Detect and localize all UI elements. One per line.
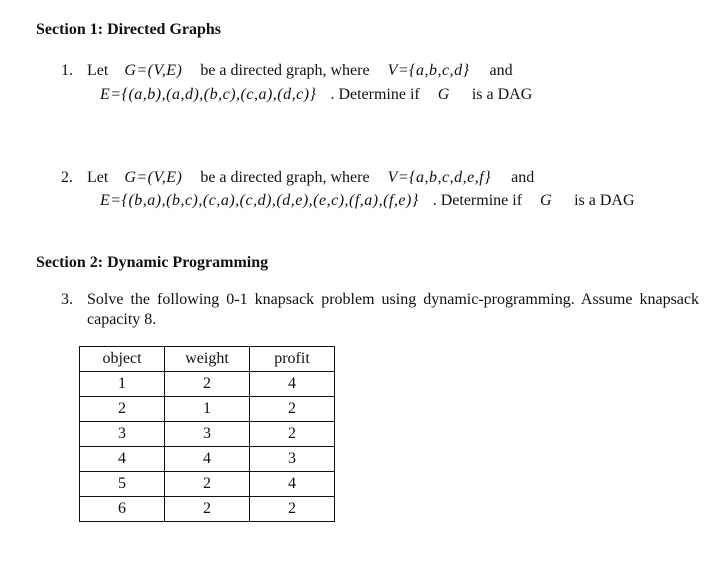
section-1-title: Section 1: Directed Graphs: [36, 21, 222, 38]
q2-graph-g: G: [540, 192, 553, 209]
q1-graph-g: G: [437, 86, 450, 103]
cell-weight: 2: [165, 472, 250, 497]
q1-let: Let: [87, 62, 109, 79]
q1-description: be a directed graph, where: [200, 62, 370, 79]
cell-object: 1: [80, 372, 165, 397]
table-row: [80, 497, 335, 522]
q1-vertex-set: V={a,b,c,d}: [387, 62, 470, 79]
header-profit: profit: [250, 347, 335, 372]
cell-profit: 4: [250, 372, 335, 397]
table-row: [80, 372, 335, 397]
cell-profit: 2: [250, 397, 335, 422]
table-header-row: [80, 347, 335, 372]
cell-weight: 4: [165, 447, 250, 472]
question-2-number: 2.: [61, 169, 73, 186]
q1-dag: is a DAG: [471, 86, 533, 103]
q2-graph-def: G=(V,E): [124, 169, 183, 186]
cell-object: 3: [80, 422, 165, 447]
cell-profit: 2: [250, 497, 335, 522]
table-row: [80, 472, 335, 497]
cell-weight: 2: [165, 497, 250, 522]
question-3-number: 3.: [61, 291, 73, 308]
q1-determine: . Determine if: [330, 86, 420, 103]
q2-and: and: [511, 169, 535, 186]
q1-graph-def: G=(V,E): [124, 62, 183, 79]
q2-edge-set: E={(b,a),(b,c),(c,a),(c,d),(d,e),(e,c),(f,a),(f,e)}: [100, 192, 419, 209]
question-2-line-1: [87, 168, 534, 188]
section-2-title: Section 2: Dynamic Programming: [36, 254, 269, 271]
knapsack-table: [79, 346, 335, 522]
q1-edge-set: E={(a,b),(a,d),(b,c),(c,a),(d,c)}: [100, 86, 317, 103]
cell-profit: 3: [250, 447, 335, 472]
cell-weight: 3: [165, 422, 250, 447]
cell-profit: 2: [250, 422, 335, 447]
table-row: [80, 422, 335, 447]
question-2-line-2: [100, 191, 635, 211]
table-row: [80, 397, 335, 422]
question-3-text: Solve the following 0-1 knapsack problem using dynamic-programming. Assume knapsack capacity 8.: [87, 291, 699, 328]
cell-object: 5: [80, 472, 165, 497]
q2-determine: . Determine if: [432, 192, 523, 209]
question-1-line-2: [100, 85, 532, 105]
cell-object: 6: [80, 497, 165, 522]
q2-vertex-set: V={a,b,c,d,e,f}: [387, 169, 492, 186]
q2-dag: is a DAG: [574, 192, 635, 209]
cell-weight: 2: [165, 372, 250, 397]
header-object: object: [80, 347, 165, 372]
q2-description: be a directed graph, where: [200, 169, 370, 186]
question-1-number: 1.: [61, 62, 73, 79]
table-row: [80, 447, 335, 472]
question-1-line-1: [87, 61, 513, 81]
q2-let: Let: [87, 169, 109, 186]
header-weight: weight: [165, 347, 250, 372]
q1-and: and: [489, 62, 513, 79]
cell-weight: 1: [165, 397, 250, 422]
cell-object: 4: [80, 447, 165, 472]
cell-object: 2: [80, 397, 165, 422]
cell-profit: 4: [250, 472, 335, 497]
